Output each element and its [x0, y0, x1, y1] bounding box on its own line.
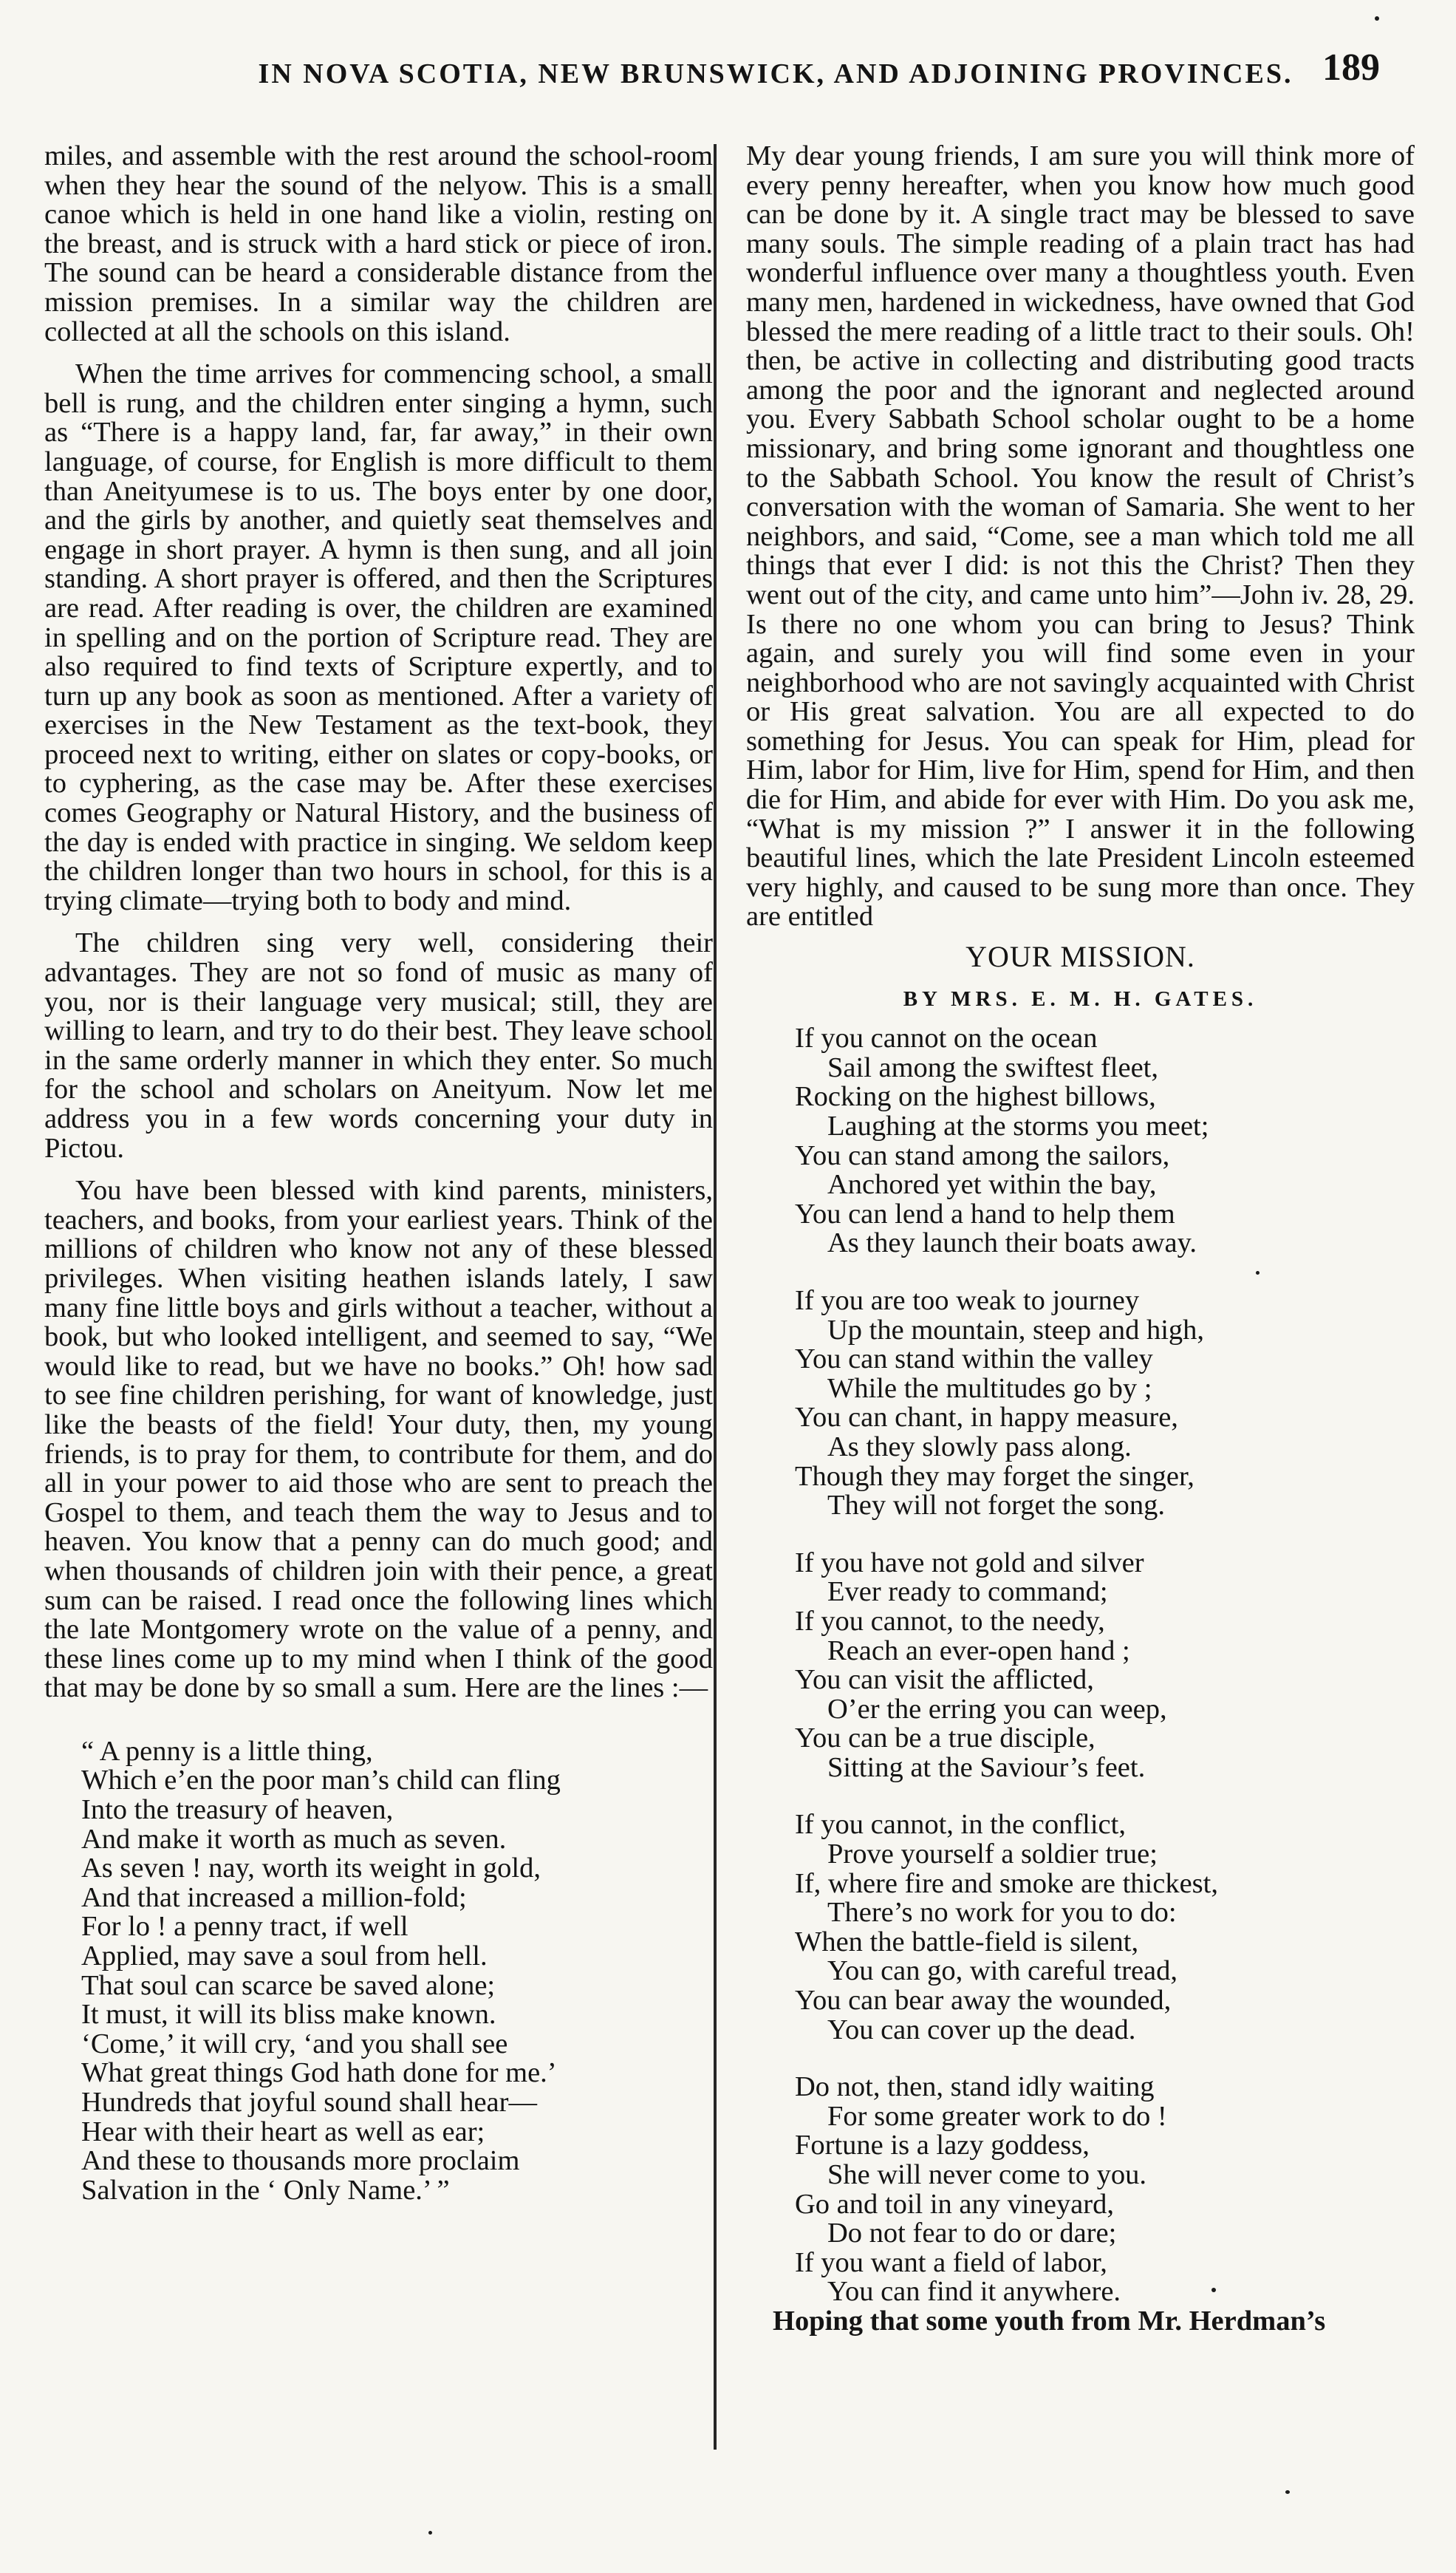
poem-line: Fortune is a lazy goddess,: [795, 2130, 1090, 2161]
poem-line: She will never come to you.: [827, 2159, 1146, 2190]
poem-line: You can cover up the dead.: [827, 2014, 1136, 2045]
poem-line: Do not fear to do or dare;: [827, 2218, 1117, 2249]
poem-line: Though they may forget the singer,: [795, 1460, 1194, 1492]
right-column: [746, 142, 1415, 2337]
poem-line: Into the treasury of heaven,: [81, 1794, 394, 1826]
poem-line: If you cannot on the ocean: [795, 1023, 1098, 1054]
poem-line: Sitting at the Saviour’s feet.: [827, 1751, 1146, 1783]
poem-line: And make it worth as much as seven.: [81, 1823, 507, 1855]
poem-line: That soul can scarce be saved alone;: [81, 1969, 496, 2001]
poem-line: And that increased a million-fold;: [81, 1881, 467, 1913]
poem-stanza: [795, 1810, 1415, 2045]
print-speck: [1256, 1271, 1260, 1275]
poem-byline: BY MRS. E. M. H. GATES.: [903, 986, 1258, 1011]
poem-line: Do not, then, stand idly waiting: [795, 2071, 1155, 2103]
poem-line: You can be a true disciple,: [795, 1722, 1096, 1754]
poem-line: ‘Come,’ it will cry, ‘and you shall see: [81, 2028, 508, 2059]
closing-line: Hoping that some youth from Mr. Herdman’s: [773, 2305, 1326, 2337]
poem-line: For lo ! a penny tract, if well: [81, 1911, 409, 1943]
poem-stanza: [795, 2073, 1415, 2307]
poem-stanza: [795, 1286, 1415, 1521]
poem-line: They will not forget the song.: [827, 1490, 1165, 1521]
paragraph: miles, and assemble with the rest around the school-room when they hear the sound of the nelyow. This is a small canoe which is held in one hand like a violin, resting on the breast, and is struck with a hard stick or piece of iron. The sound can be heard a considerable distance from the mission premises. In a similar way the children are collected at all the schools on this island.: [44, 140, 713, 347]
poem-line: You can bear away the wounded,: [795, 1985, 1172, 2017]
running-header: IN NOVA SCOTIA, NEW BRUNSWICK, AND ADJOINING PROVINCES.: [258, 58, 1293, 89]
poem-stanza: [795, 1549, 1415, 1783]
poem-line: Anchored yet within the bay,: [827, 1169, 1157, 1201]
poem-line: While the multitudes go by ;: [827, 1372, 1152, 1404]
poem-title: YOUR MISSION.: [965, 940, 1195, 974]
poem-line: Prove yourself a soldier true;: [827, 1838, 1158, 1870]
poem-line: When the battle-field is silent,: [795, 1926, 1139, 1957]
poem-line: If you cannot, in the conflict,: [795, 1809, 1126, 1841]
poem-line: “ A penny is a little thing,: [81, 1735, 373, 1767]
poem-line: Sail among the swiftest fleet,: [827, 1052, 1158, 1083]
poem-line: It must, it will its bliss make known.: [81, 1999, 496, 2031]
poem-line: Up the mountain, steep and high,: [827, 1314, 1205, 1346]
poem-line: You can lend a hand to help them: [795, 1198, 1175, 1230]
column-divider: [714, 144, 717, 2450]
poem-line: Reach an ever-open hand ;: [827, 1635, 1130, 1666]
paragraph: The children sing very well, considering their advantages. They are not so fond of music as many of you, nor is their language very musical; still, they are willing to learn, and try to do their best. They leave school in the same orderly manner in which they enter. So much for the school and scholars on Aneityum. Now let me address you in a few words concerning your duty in Pictou.: [44, 927, 713, 1164]
poem-line: As they slowly pass along.: [827, 1431, 1132, 1462]
poem-line: Applied, may save a soul from hell.: [81, 1940, 488, 1972]
poem-line: Hear with their heart as well as ear;: [81, 2116, 485, 2147]
poem-line: As they launch their boats away.: [827, 1227, 1197, 1259]
poem-line: You can stand within the valley: [795, 1343, 1153, 1375]
print-speck: [1211, 2288, 1216, 2292]
paragraph: You have been blessed with kind parents, ministers, teachers, and books, from your earliest years. Think of the millions of children who know not any of these blessed privileges. When visiting heathen islands lately, I saw many fine little boys and girls without a teacher, without a book, but who looked intelligent, and seemed to say, “We would like to read, but we have no books.” Oh! how sad to see fine children perishing, for want of knowledge, just like the beasts of the field! Your duty, then, my young friends, is to pray for them, to contribute for them, and do all in your power to aid those who are sent to preach the Gospel to them, and teach them the way to Jesus and to heaven. You know that a penny can do much good; and when thousands of children join with their pence, a great sum can be raised. I read once the following lines which the late Montgomery wrote on the value of a penny, and these lines come up to my mind when I think of the good that may be done by so small a sum. Here are the lines :—: [44, 1175, 713, 1704]
print-speck: [1285, 2490, 1290, 2494]
poem-line: You can go, with careful tread,: [827, 1955, 1178, 1987]
poem-stanza: [795, 1024, 1415, 1258]
poem-line: If, where fire and smoke are thickest,: [795, 1867, 1218, 1899]
paragraph: My dear young friends, I am sure you will think more of every penny hereafter, when you know how much good can be done by it. A single tract may be blessed to save many souls. The simple reading of a plain tract has had wonderful influence over many a thoughtless youth. Even many men, hardened in wickedness, have owned that God blessed the mere reading of a little tract to their souls. Oh! then, be active in collecting and distributing good tracts among the poor and the ignorant and neglected around you. Every Sabbath School scholar ought to be a home missionary, and bring some ignorant and thoughtless one to the Sabbath School. You know the result of Christ’s conversation with the woman of Samaria. She went to her neighbors, and said, “Come, see a man which told me all things that ever I did: is not this the Christ? Then they went out of the city, and came unto him”—John iv. 28, 29. Is there no one whom you can bring to Jesus? Think again, and surely you will find some even in your neighborhood who are not savingly acquainted with Christ or His great salvation. You are all expected to do something for Jesus. You can speak for Him, plead for Him, labor for Him, live for Him, spend for Him, and then die for Him, and abide for ever with Him. Do you ask me, “What is my mission ?” I answer it in the following beautiful lines, which the late President Lincoln esteemed very highly, and caused to be sung more than once. They are entitled: [746, 140, 1415, 933]
poem-line: There’s no work for you to do:: [827, 1897, 1177, 1929]
poem-line: And these to thousands more proclaim: [81, 2145, 520, 2177]
poem-line: You can chant, in happy measure,: [795, 1402, 1178, 1434]
poem-line: For some greater work to do !: [827, 2100, 1167, 2132]
poem-line: If you want a field of labor,: [795, 2246, 1107, 2278]
poem-line: Go and toil in any vineyard,: [795, 2188, 1114, 2220]
poem-line: Laughing at the storms you meet;: [827, 1111, 1209, 1142]
left-column: [44, 142, 713, 2205]
poem-line: You can find it anywhere.: [827, 2276, 1121, 2308]
print-speck: [1375, 16, 1379, 21]
poem-line: As seven ! nay, worth its weight in gold,: [81, 1853, 541, 1884]
poem-line: Ever ready to command;: [827, 1576, 1108, 1608]
poem-line: O’er the erring you can weep,: [827, 1693, 1167, 1725]
penny-poem: [44, 1737, 713, 2206]
poem-line: If you have not gold and silver: [795, 1547, 1144, 1578]
your-mission-poem: [746, 1024, 1415, 2307]
poem-line: Hundreds that joyful sound shall hear—: [81, 2087, 537, 2118]
poem-line: What great things God hath done for me.’: [81, 2057, 557, 2089]
poem-line: You can visit the afflicted,: [795, 1664, 1094, 1696]
poem-line: You can stand among the sailors,: [795, 1139, 1170, 1171]
poem-line: If you cannot, to the needy,: [795, 1605, 1105, 1637]
poem-line: Salvation in the ‘ Only Name.’ ”: [81, 2174, 450, 2206]
poem-line: Which e’en the poor man’s child can fling: [81, 1765, 561, 1796]
poem-line: If you are too weak to journey: [795, 1284, 1140, 1316]
paragraph: When the time arrives for commencing school, a small bell is rung, and the children enter singing a hymn, such as “There is a happy land, far, far away,” in their own language, of course, for English is more difficult to them than Aneityumese is to us. The boys enter by one door, and the girls by another, and quietly seat themselves and engage in short prayer. A hymn is then sung, and all join standing. A short prayer is offered, and then the Scriptures are read. After reading is over, the children are examined in spelling and on the portion of Scripture read. They are also required to find texts of Scripture expertly, and to turn up any book as soon as mentioned. After a variety of exercises in the New Testament as the text-book, they proceed next to writing, either on slates or copy-books, or to cyphering, as the case may be. After these exercises comes Geography or Natural History, and the business of the day is ended with practice in singing. We seldom keep the children longer than two hours in school, for this is a trying climate—trying both to body and mind.: [44, 358, 713, 916]
print-speck: [428, 2531, 432, 2535]
poem-line: Rocking on the highest billows,: [795, 1081, 1156, 1113]
page-number: 189: [1322, 47, 1380, 89]
